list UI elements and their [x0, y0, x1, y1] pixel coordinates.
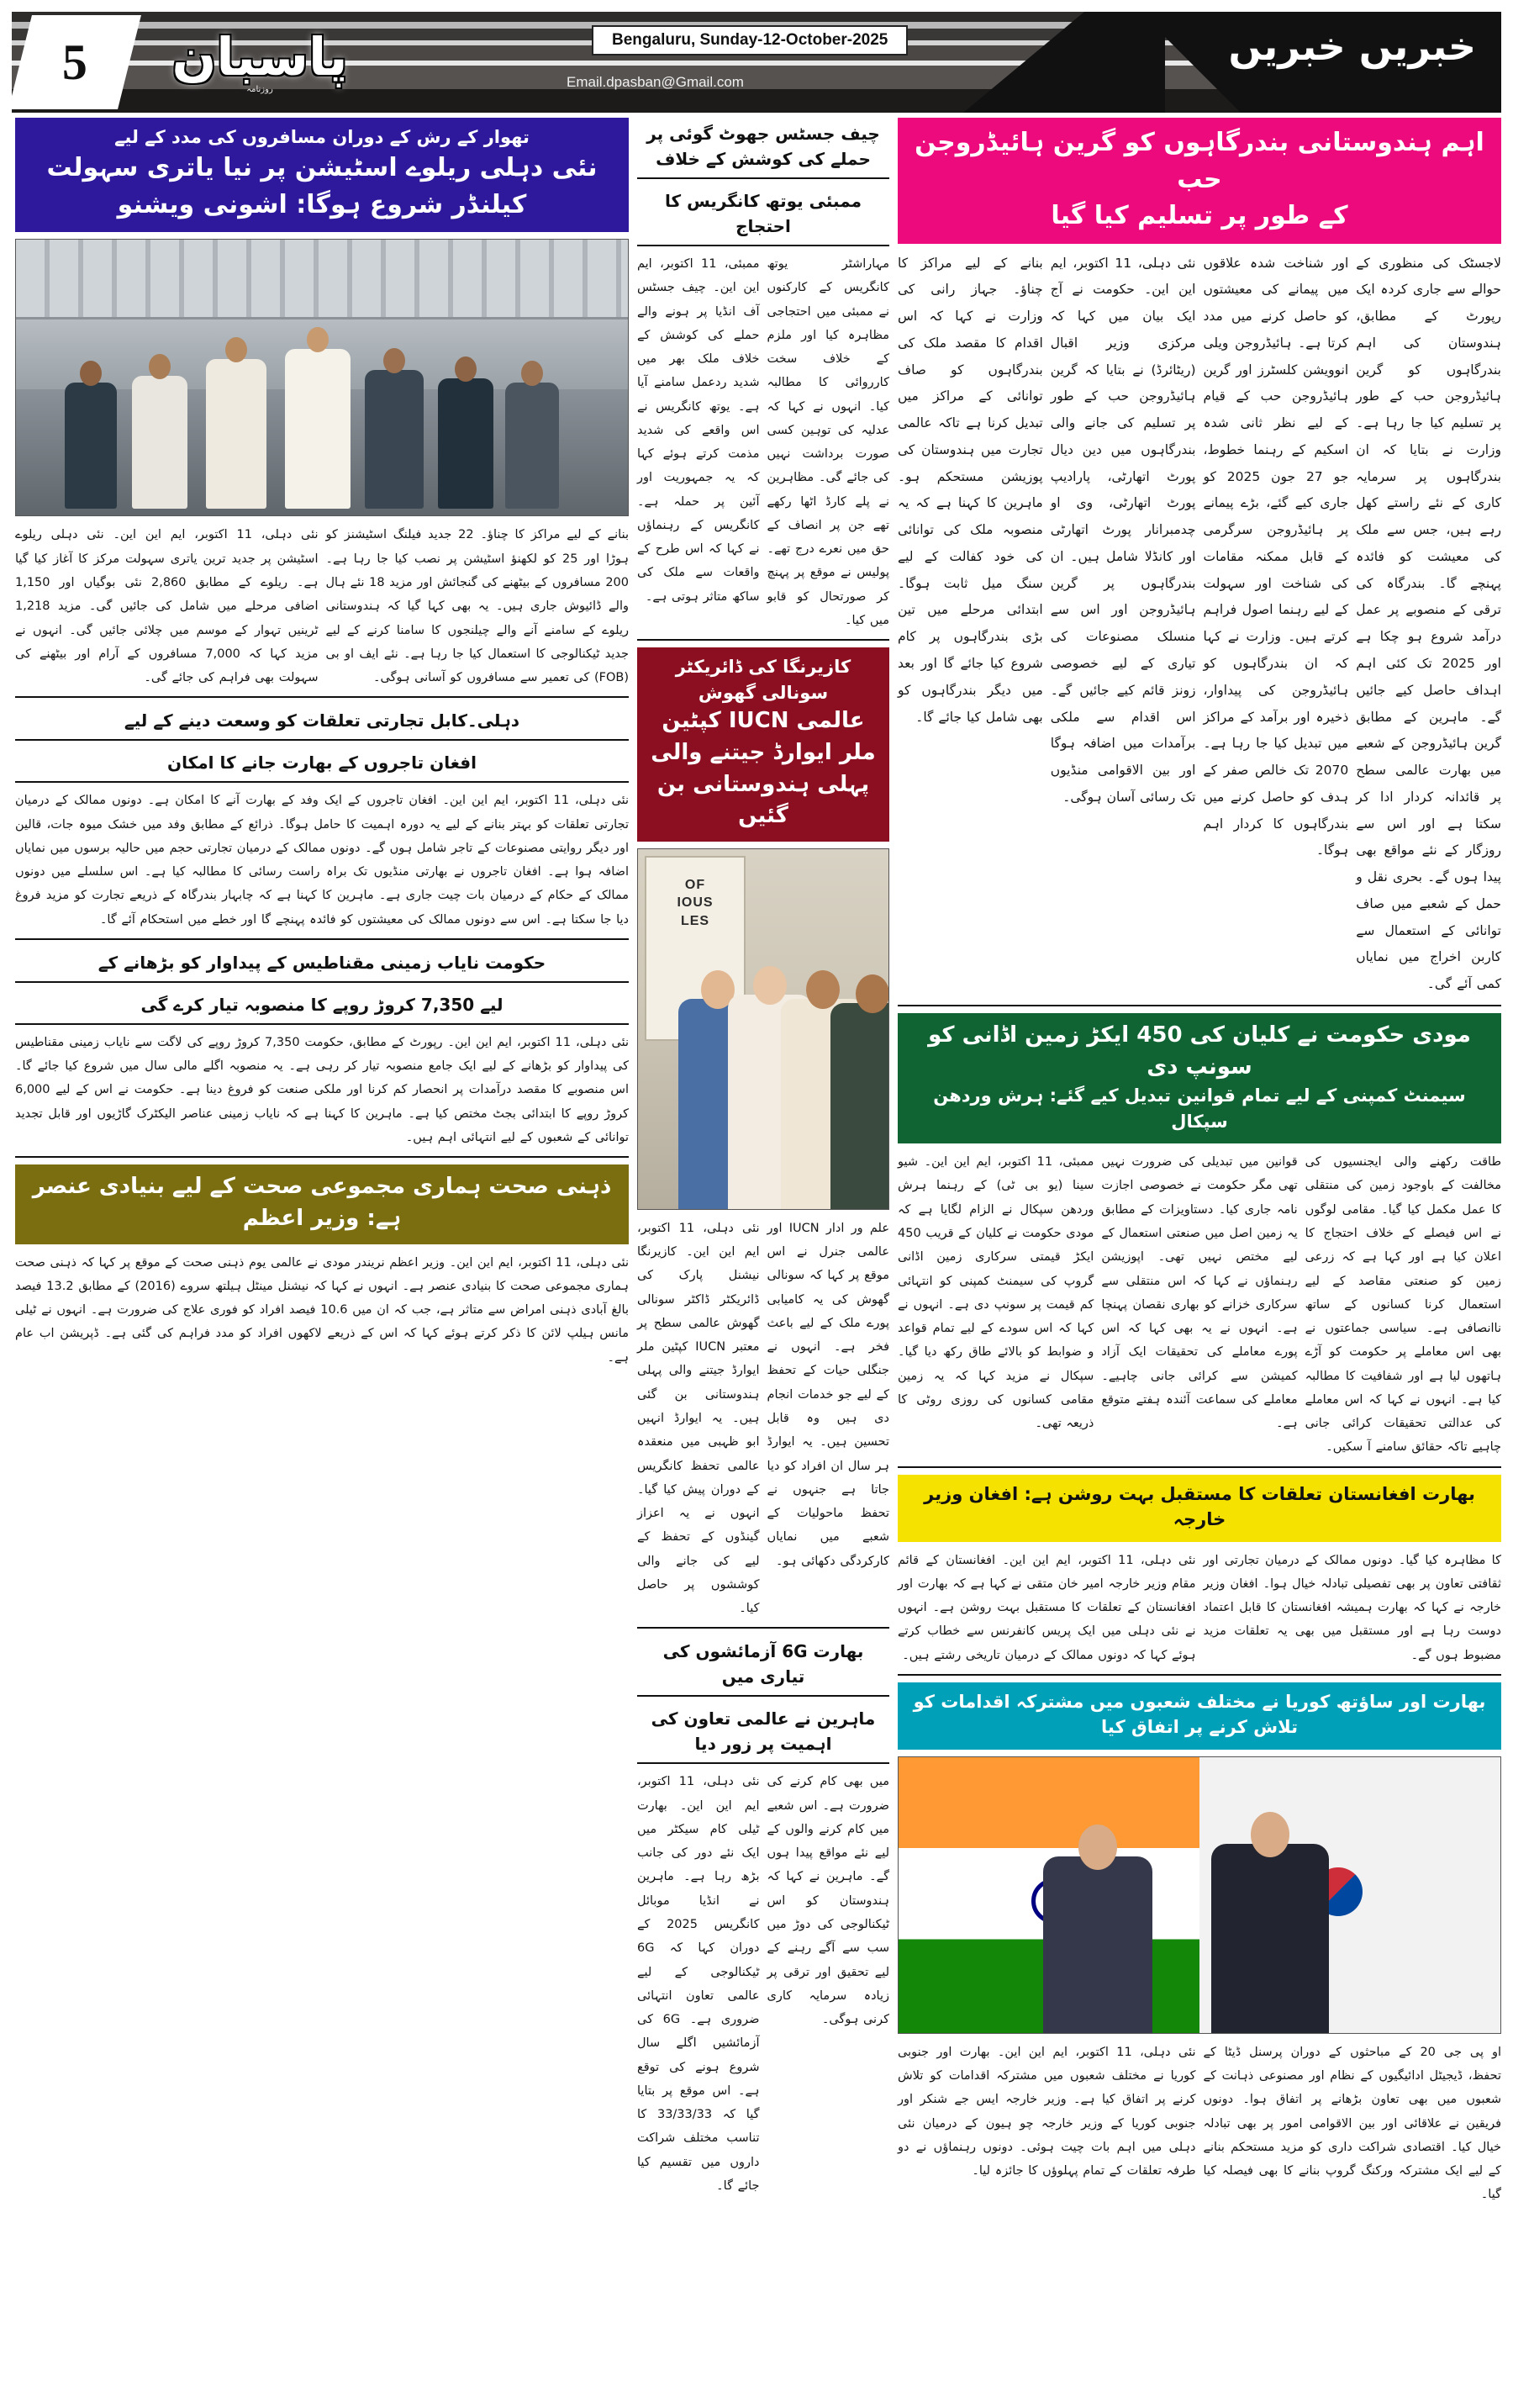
content-grid	[12, 118, 1501, 2207]
article-rare-earth	[15, 1031, 629, 1149]
person-figure	[1043, 1856, 1152, 2033]
article-india-afghan	[898, 1549, 1501, 1667]
article-paragraph: ممبئی، 11 اکتوبر، ایم این این۔ چیف جسٹس آف انڈیا پر ہونے والے حملے کی کوشش کے خلاف ملک بھر میں شدید ردعمل سامنے آیا ہے۔ یوتھ کانگریس نے اس واقعے کی شدید مذمت کرتے ہوئے کہا کہ یہ جمہوریت اور آئین پر حملہ ہے۔ کانگریس کے رہنماؤں نے کہا کہ اس طرح کے واقعات سے ملک کی ساکھ متاثر ہوتی ہے۔	[637, 257, 760, 604]
photo-railway-station-visit	[15, 239, 629, 516]
column-middle	[637, 118, 889, 2207]
headline-railway-calendar	[15, 118, 629, 232]
article-chief-justice	[637, 252, 889, 632]
column-left	[898, 118, 1501, 2207]
section-title: خبریں خبریں	[1228, 24, 1476, 69]
headline-ports-hydrogen	[898, 118, 1501, 244]
date-line: Bengaluru, Sunday-12-October-2025	[612, 31, 888, 49]
person-head	[80, 361, 102, 386]
article-mental-health	[15, 1251, 629, 1370]
headline-line1: بھارت اور ساؤتھ کوریا نے مختلف شعبوں میں مشترکہ اقدامات کو تلاش کرنے پر اتفاق کیا	[913, 1691, 1486, 1738]
subheadline-delhi-kabul: دہلی۔کابل تجارتی تعلقات کو وسعت دینے کے لیے	[15, 705, 629, 741]
email-address: Email.dpasban@Gmail.com	[567, 74, 744, 90]
headline-india-afghan	[898, 1475, 1501, 1542]
person-head	[856, 974, 889, 1013]
subheadline-chief-justice-2: ممبئی یوتھ کانگریس کا احتجاج	[637, 185, 889, 246]
poster-text: OF IOUS LES	[677, 877, 714, 929]
article-paragraph: نئی دہلی، 11 اکتوبر، ایم این این۔ بھارت اور جنوبی کوریا نے مختلف شعبوں میں مشترکہ اقدامات کو تلاش کرنے پر اتفاق کیا ہے۔ وزیر خارجہ ایس جے شنکر اور جنوبی کوریا کے وزیر خارجہ چو ہیون کے درمیان نئی دہلی میں اہم بات چیت ہوئی۔ دونوں رہنماؤں نے دو طرفہ تعلقات کے تمام پہلوؤں کا جائزہ لیا۔	[898, 2045, 1196, 2178]
article-paragraph: علم ور ادار IUCN اور عالمی جنرل نے اس موقع پر کہا کہ سونالی گھوش کی یہ کامیابی پورے ملک کے لیے باعث فخر ہے۔ انہوں نے جنگلی حیات کے تحفظ کے لیے جو خدمات انجام دی ہیں وہ قابل تحسین ہیں۔ یہ ایوارڈ ہر سال ان افراد کو دیا جاتا ہے جنہوں نے تحفظ ماحولیات کے شعبے میں نمایاں کارکردگی دکھائی ہو۔	[767, 1221, 889, 1568]
person-head	[753, 966, 787, 1005]
article-paragraph: نئی دہلی، 11 اکتوبر، ایم این این۔ کازیرنگا نیشنل پارک کی ڈائریکٹر ڈاکٹر سونالی گھوش عالمی سطح پر معتبر IUCN کپٹین ملر ایوارڈ جیتنے والی پہلی ہندوستانی بن گئی ہیں۔ یہ ایوارڈ انہیں ابو ظہبی میں منعقدہ عالمی تحفظ کانگریس کے دوران پیش کیا گیا۔ انہوں نے یہ اعزاز گینڈوں کے تحفظ کے لیے کی جانے والی کوششوں پر حاصل کیا۔	[637, 1221, 760, 1616]
person-figure	[65, 383, 117, 509]
date-box	[592, 25, 908, 55]
article-paragraph: نئی دہلی، 11 اکتوبر، ایم این این۔ افغان تاجروں کے ایک وفد کے بھارت آنے کا امکان ہے۔ دونوں ممالک کے درمیان تجارتی تعلقات کو بہتر بنانے کے لیے یہ دورہ اہمیت کا حامل ہوگا۔ ذرائع کے مطابق وفد میں خشک میوہ جات، قالین اور دیگر روایتی مصنوعات کے تاجر شامل ہوں گے۔ دونوں ممالک کے درمیان تجارتی حجم میں حالیہ برسوں میں نمایاں اضافہ ہوا ہے۔ افغان تاجروں نے بھارتی منڈیوں تک براہ راست رسائی کا مطالبہ کیا ہے۔ اس سلسلے میں دونوں ممالک کے حکام کے درمیان بات چیت جاری ہے۔ ماہرین کا کہنا ہے کہ چابہار بندرگاہ کے ذریعے تجارت کو مزید فروغ دیا جا سکتا ہے۔ اس سے دونوں ممالک کی معیشتوں کو فائدہ پہنچے گا اور خطے میں استحکام آئے گا۔	[15, 794, 630, 927]
person-figure	[285, 349, 351, 509]
logo-subtitle: روزنامہ	[246, 84, 273, 94]
article-paragraph: نئی دہلی، 11 اکتوبر، ایم این این۔ بھارت ٹیلی کام سیکٹر میں ایک نئے دور کی جانب بڑھ رہا ہے۔ ماہرین نے انڈیا موبائل کانگریس 2025 کے دوران کہا کہ 6G ٹیکنالوجی کے لیے عالمی تعاون انتہائی ضروری ہے۔ 6G کی آزمائشیں اگلے سال شروع ہونے کی توقع ہے۔ اس موقع پر بتایا گیا کہ 33/33/33 کا تناسب مختلف شراکت داروں میں تقسیم کیا جائے گا۔	[637, 1775, 760, 2193]
person-figure	[365, 370, 424, 509]
photo-kaziranga-award	[637, 848, 889, 1210]
divider	[15, 938, 629, 940]
divider	[898, 1466, 1501, 1468]
divider	[15, 1156, 629, 1158]
headline-line2: کے طور پر تسلیم کیا گیا	[1051, 201, 1348, 230]
article-kaziranga	[637, 1217, 889, 1621]
subheadline-rare-earth-1: حکومت نایاب زمینی مقناطیس کے پیداوار کو بڑھانے کے	[15, 947, 629, 983]
article-paragraph: ممبئی، 11 اکتوبر، ایم این این۔ شیو سینا (یو بی ٹی) کے رہنما ہرش وردھن سپکال نے الزام لگایا ہے کہ مودی حکومت نے کلیان کے قریب 450 ایکڑ قیمتی سرکاری زمین اڈانی گروپ کی سیمنٹ کمپنی کو انتہائی کم قیمت پر سونپ دی ہے۔ انہوں نے کہا کہ اس سودے کے لیے تمام قواعد و ضوابط کو بالائے طاق رکھ دیا گیا۔ سپکال نے مزید کہا کہ یہ زمین مقامی کسانوں کی روزی روٹی کا ذریعہ تھی۔	[898, 1155, 1094, 1431]
headline-line2: سیمنٹ کمپنی کے لیے تمام قوانین تبدیل کیے گئے: ہرش وردھن سپکال	[933, 1085, 1466, 1132]
article-paragraph: بنانے کے لیے مراکز کا چناؤ۔ 22 جدید فیلنگ اسٹیشنز کو ہوڑا اور 25 کو لکھنؤ اسٹیشن پر نصب کیا جا رہا ہے۔ 200 مسافروں کے بیٹھنے کی گنجائش اور مزید 18 نئے ہال والے ڈائیوش جاری ہیں۔ یہ بھی کہا گیا کہ ہندوستانی ریلوے کے سامنے آنے والے چیلنجوں کا سامنا کرنے کے لیے جدید ٹیکنالوجی کا استعمال کیا جا رہا ہے۔ نئے ایف او بی (FOB) کی تعمیر سے مسافروں کو آسانی ہوگی۔	[325, 528, 629, 685]
article-paragraph: بنانے کے لیے مراکز کا چناؤ۔ جہاز رانی کی وزارت نے کہا کہ اس اقدام کا مقصد ملک کی بندرگاہوں کو صاف توانائی کے مراکز میں تبدیل کرنا ہے تاکہ عالمی تجارت میں ہندوستان کی پوزیشن مستحکم ہو۔ ماہرین کا کہنا ہے کہ یہ منصوبہ ملک کی توانائی کی خود کفالت کے لیے سنگ میل ثابت ہوگا۔ ابتدائی مرحلے میں تین بڑی بندرگاہوں پر کام شروع کیا جائے گا اور بعد میں دیگر بندرگاہوں کو بھی شامل کیا جائے گا۔	[898, 255, 1043, 725]
person-head	[307, 327, 329, 352]
headline-modi-land	[898, 1013, 1501, 1143]
article-paragraph: لاجسٹک کی منظوری کے حوالے سے جاری کردہ ایک رپورٹ کے مطابق، ہندوستان کی اہم بندرگاہوں کو گرین ہائیڈروجن حب کے طور پر تسلیم کیا جا رہا ہے۔ وزارت نے بتایا کہ ان بندرگاہوں پر سرمایہ کاری کے نئے راستے کھل رہے ہیں، جس سے ملک کی معیشت کو فائدہ پہنچے گا۔ بندرگاہ کی ترقی کے منصوبے پر عمل درآمد شروع ہو چکا ہے اور 2025 تک کئی اہم اہداف حاصل کیے جائیں گے۔ ماہرین کے مطابق گرین ہائیڈروجن کے شعبے میں بھارت عالمی سطح پر قائدانہ کردار ادا کر سکتا ہے اور اس سے روزگار کے نئے مواقع بھی پیدا ہوں گے۔ بحری نقل و حمل کے شعبے میں صاف توانائی کے استعمال سے کاربن اخراج میں نمایاں کمی آئے گی۔	[1356, 255, 1501, 992]
person-figure	[1211, 1844, 1329, 2033]
person-figure	[438, 378, 493, 509]
person-head	[383, 348, 405, 373]
station-ceiling	[16, 240, 628, 319]
headline-line2: نئی دہلی ریلوے اسٹیشن پر نیا یاتری سہولت کیلنڈر شروع ہوگا: اشونی ویشنو	[46, 153, 598, 219]
person-head	[225, 337, 247, 362]
headline-mental-health	[15, 1164, 629, 1244]
article-paragraph: میں بھی کام کرنے کی ضرورت ہے۔ اس شعبے میں کام کرنے والوں کے لیے نئے مواقع پیدا ہوں گے۔ ماہرین نے کہا کہ ہندوستان کو اس ٹیکنالوجی کی دوڑ میں سب سے آگے رہنے کے لیے تحقیق اور ترقی پر زیادہ سرمایہ کاری کرنی ہوگی۔	[767, 1775, 889, 2027]
article-railway	[15, 523, 629, 689]
divider	[898, 1674, 1501, 1676]
subheadline-chief-justice-1: چیف جسٹس جھوٹ گوئی پر حملے کی کوشش کے خلاف	[637, 118, 889, 179]
newspaper-page	[0, 12, 1513, 2408]
person-figure	[830, 1003, 889, 1209]
article-paragraph: نئی دہلی، 11 اکتوبر، ایم این این۔ افغانستان کے قائم مقام وزیر خارجہ امیر خان متقی نے کہا ہے کہ بھارت اور افغانستان کے تعلقات کا مستقبل بہت روشن ہے۔ انہوں نے نئی دہلی میں ایک پریس کانفرنس سے خطاب کرتے ہوئے کہا کہ دونوں ممالک کے درمیان تاریخی رشتے ہیں۔	[898, 1553, 1196, 1662]
headline-india-korea	[898, 1682, 1501, 1750]
article-india-korea	[898, 2041, 1501, 2207]
headline-line2: عالمی IUCN کپٹین ملر ایوارڈ جیتنے والی پہلی ہندوستانی بن گئیں	[651, 708, 876, 829]
flag-backdrop	[899, 1757, 1500, 2033]
article-afghan-traders	[15, 789, 629, 932]
article-paragraph: نئی دہلی، 11 اکتوبر، ایم این این۔ وزیر اعظم نریندر مودی نے عالمی یوم ذہنی صحت کے موقع پر کہا کہ ذہنی صحت ہماری مجموعی صحت کا بنیادی عنصر ہے۔ انہوں نے کہا کہ نیشنل مینٹل ہیلتھ سروے (2016) کے مطابق 13.2 فیصد بالغ آبادی ذہنی امراض سے متاثر ہے، جب کہ ان میں 10.6 فیصد افراد کو فوری علاج کی ضرورت ہے۔ انہوں نے ٹیلی مانس ہیلپ لائن کا ذکر کرتے ہوئے کہا کہ اس کے ذریعے لاکھوں افراد کو مدد فراہم کی گئی ہے۔ ڈپریشن اب عام ہے۔	[15, 1255, 630, 1365]
subheadline-6g-1: بھارت 6G آزمائشوں کی تیاری میں	[637, 1635, 889, 1697]
photo-india-korea-handshake	[898, 1756, 1501, 2034]
article-paragraph: او پی جی 20 کے مباحثوں کے دوران پرسنل ڈیٹا کے تحفظ، ڈیجیٹل ادائیگیوں کے نظام اور مصنوعی ذہانت کے شعبوں میں بھی تعاون بڑھانے پر اتفاق ہوا۔ دونوں فریقین نے علاقائی اور بین الاقوامی امور پر بھی تبادلہ خیال کیا۔ اقتصادی شراکت داری کو مزید مستحکم بنانے کے لیے ایک مشترکہ ورکنگ گروپ بنانے کا بھی فیصلہ کیا گیا۔	[1203, 2045, 1501, 2202]
newspaper-logo	[138, 13, 382, 111]
person-head	[1251, 1812, 1289, 1857]
person-figure	[206, 359, 266, 509]
subheadline-6g-2: ماہرین نے عالمی تعاون کی اہمیت پر زور دیا	[637, 1703, 889, 1764]
divider	[15, 696, 629, 698]
logo-wordmark: پاسبان	[171, 25, 348, 87]
page-number: 5	[62, 34, 87, 90]
article-paragraph: اور شناخت شدہ علاقوں میں پیمانے کی معیشتوں کو حاصل کرنے میں مدد کرتا ہے۔ ہائیڈروجن ویلی انوویشن کلسٹرز اور گرین ہائیڈروجن حب کے قیام کے لیے نظر ثانی شدہ اسکیم کے رہنما خطوط، جو 27 جون 2025 کو جاری کیے گئے، بڑے پیمانے پر ہائیڈروجن سرگرمی کے قابل ممکنہ مقامات کی شناخت اور سہولت کے لیے رہنما اصول فراہم کرتے ہیں۔ وزارت نے کہا کہ ان بندرگاہوں کو ہائیڈروجن کی پیداوار، ذخیرہ اور برآمد کے مراکز میں تبدیل کیا جا رہا ہے۔ 2070 تک خالص صفر کے ہدف کو حاصل کرنے میں بندرگاہوں کا کردار اہم ہوگا۔	[1203, 255, 1349, 858]
person-head	[806, 970, 840, 1009]
divider	[898, 1005, 1501, 1006]
article-ports	[898, 251, 1501, 998]
headline-line1: بھارت افغانستان تعلقات کا مستقبل بہت روشن ہے: افغان وزیر خارجہ	[924, 1483, 1475, 1530]
masthead	[12, 12, 1501, 113]
divider	[637, 639, 889, 641]
subheadline-rare-earth-2: لیے 7,350 کروڑ روپے کا منصوبہ تیار کرے گی	[15, 989, 629, 1025]
headline-line1: کازیرنگا کی ڈائریکٹر سونالی گھوش	[675, 657, 851, 703]
article-paragraph: مہاراشٹر یوتھ کانگریس کے کارکنوں نے ممبئی میں احتجاجی مظاہرہ کیا اور ملزم کے خلاف سخت کارروائی کا مطالبہ کیا۔ انہوں نے کہا کہ عدلیہ کی توہین کسی صورت برداشت نہیں کی جائے گی۔ مظاہرین نے پلے کارڈ اٹھا رکھے تھے جن پر انصاف کے حق میں نعرے درج تھے۔ پولیس نے موقع پر پہنچ کر صورتحال کو قابو میں کیا۔	[767, 257, 889, 627]
person-figure	[132, 376, 187, 509]
headline-line1: اہم ہندوستانی بندرگاہوں کو گرین ہائیڈروجن حب	[915, 128, 1484, 194]
person-head	[1078, 1824, 1117, 1870]
person-head	[149, 354, 171, 379]
column-right	[15, 118, 629, 2207]
article-paragraph: قوانین میں تبدیلی کی ضرورت نہیں تھی مگر حکومت نے خصوصی اجازت نامہ جاری کیا۔ دستاویزات کے مطابق یہ زمین اصل میں صنعتی استعمال کے لیے مختص نہیں تھی۔ اپوزیشن رہنماؤں نے کہا کہ اس منتقلی سے سرکاری خزانے کو بھاری نقصان پہنچا ہے۔ انہوں نے یہ بھی کہا کہ اس پورے معاملے کی تحقیقات ایک آزاد کمیشن سے کرائی جانی چاہیے۔ معاملے کی سماعت آئندہ ہفتے متوقع ہے۔	[1101, 1155, 1298, 1431]
article-paragraph: طاقت رکھنے والی ایجنسیوں کی مخالفت کے باوجود زمین کی منتقلی کا عمل مکمل کیا گیا۔ مقامی لوگوں نے اس فیصلے کے خلاف احتجاج کا اعلان کیا ہے اور کہا ہے کہ زرعی زمین کو صنعتی مقاصد کے لیے استعمال کرنا کسانوں کے ساتھ ناانصافی ہے۔ سیاسی جماعتوں نے بھی اس معاملے پر حکومت کو آڑے ہاتھوں لیا ہے اور شفافیت کا مطالبہ کیا ہے۔ انہوں نے کہا کہ اس معاملے کی عدالتی تحقیقات کرائی جانی چاہیے تاکہ حقائق سامنے آ سکیں۔	[1305, 1155, 1501, 1455]
article-paragraph: نئی دہلی، 11 اکتوبر، ایم این این۔ حکومت نے آج ایک بیان میں کہا کہ مرکزی وزیر اقبال (ریٹائرڈ) نے بتایا کہ گرین ہائیڈروجن حب کے طور پر تسلیم کی جانے والی بندرگاہوں میں دین دیال پورٹ اتھارٹی، پارادیپ پورٹ اتھارٹی، وی او چدمبرانار پورٹ اتھارٹی اور کانڈلا شامل ہیں۔ ان بندرگاہوں پر گرین ہائیڈروجن اور اس سے منسلک مصنوعات کی تیاری کے لیے خصوصی زونز قائم کیے جائیں گے۔ اس اقدام سے ملکی برآمدات میں اضافہ ہوگا اور بین الاقوامی منڈیوں تک رسائی آسان ہوگی۔	[1050, 255, 1196, 805]
person-figure	[505, 383, 559, 509]
subheadline-afghan-traders: افغان تاجروں کے بھارت جانے کا امکان	[15, 747, 629, 783]
person-head	[521, 361, 543, 386]
article-modi-land	[898, 1150, 1501, 1459]
article-paragraph: نئی دہلی، 11 اکتوبر، ایم این این۔ رپورٹ کے مطابق، حکومت 7,350 کروڑ روپے کی لاگت سے نایاب زمینی مقناطیس کی پیداوار کو بڑھانے کے لیے ایک جامع منصوبہ تیار کر رہی ہے۔ یہ منصوبہ اگلے مالی سال میں شروع کیا جائے گا۔ اس منصوبے کا مقصد درآمدات پر انحصار کم کرنا اور ملکی صنعت کو فروغ دینا ہے۔ حکومت نے اس کے لیے 6,000 کروڑ روپے کا ابتدائی بجٹ مختص کیا ہے۔ ماہرین کا کہنا ہے کہ نایاب زمینی عناصر الیکٹرک گاڑیوں اور قابل تجدید توانائی کے شعبوں کے لیے انتہائی اہم ہیں۔	[15, 1035, 629, 1144]
article-6g	[637, 1770, 889, 2198]
article-paragraph: نئی دہلی، 11 اکتوبر، ایم این این۔ نئی دہلی ریلوے اسٹیشن پر جدید ترین یاتری سہولت مرکز کا آغاز کیا گیا ہے۔ ریلوے کے مطابق 2,860 نئی بوگیاں اور 1,150 اضافی مرحلے میں شامل کی جائیں گی۔ مزید 1,218 ٹرینیں تہوار کے موسم میں چلائی جائیں گی۔ انہوں نے مزید کہا کہ 7,000 مسافروں کے آرام اور بیٹھنے کی سہولت بھی فراہم کی جائے گی۔	[15, 528, 319, 685]
divider	[637, 1627, 889, 1629]
person-head	[455, 356, 477, 382]
article-paragraph: کا مظاہرہ کیا گیا۔ دونوں ممالک کے درمیان تجارتی اور ثقافتی تعاون پر بھی تفصیلی تبادلہ خیال ہوا۔ افغان وزیر خارجہ نے کہا کہ بھارت ہمیشہ افغانستان کا قابل اعتماد دوست رہا ہے اور مستقبل میں بھی یہ تعلقات مزید مضبوط ہوں گے۔	[1203, 1553, 1501, 1662]
headline-line1: تھوار کے رش کے دوران مسافروں کی مدد کے لیے	[114, 127, 530, 147]
headline-line1: ذہنی صحت ہماری مجموعی صحت کے لیے بنیادی عنصر ہے: وزیر اعظم	[32, 1174, 612, 1231]
headline-kaziranga	[637, 647, 889, 842]
headline-line1: مودی حکومت نے کلیان کی 450 ایکڑ زمین اڈانی کو سونپ دی	[928, 1022, 1471, 1080]
